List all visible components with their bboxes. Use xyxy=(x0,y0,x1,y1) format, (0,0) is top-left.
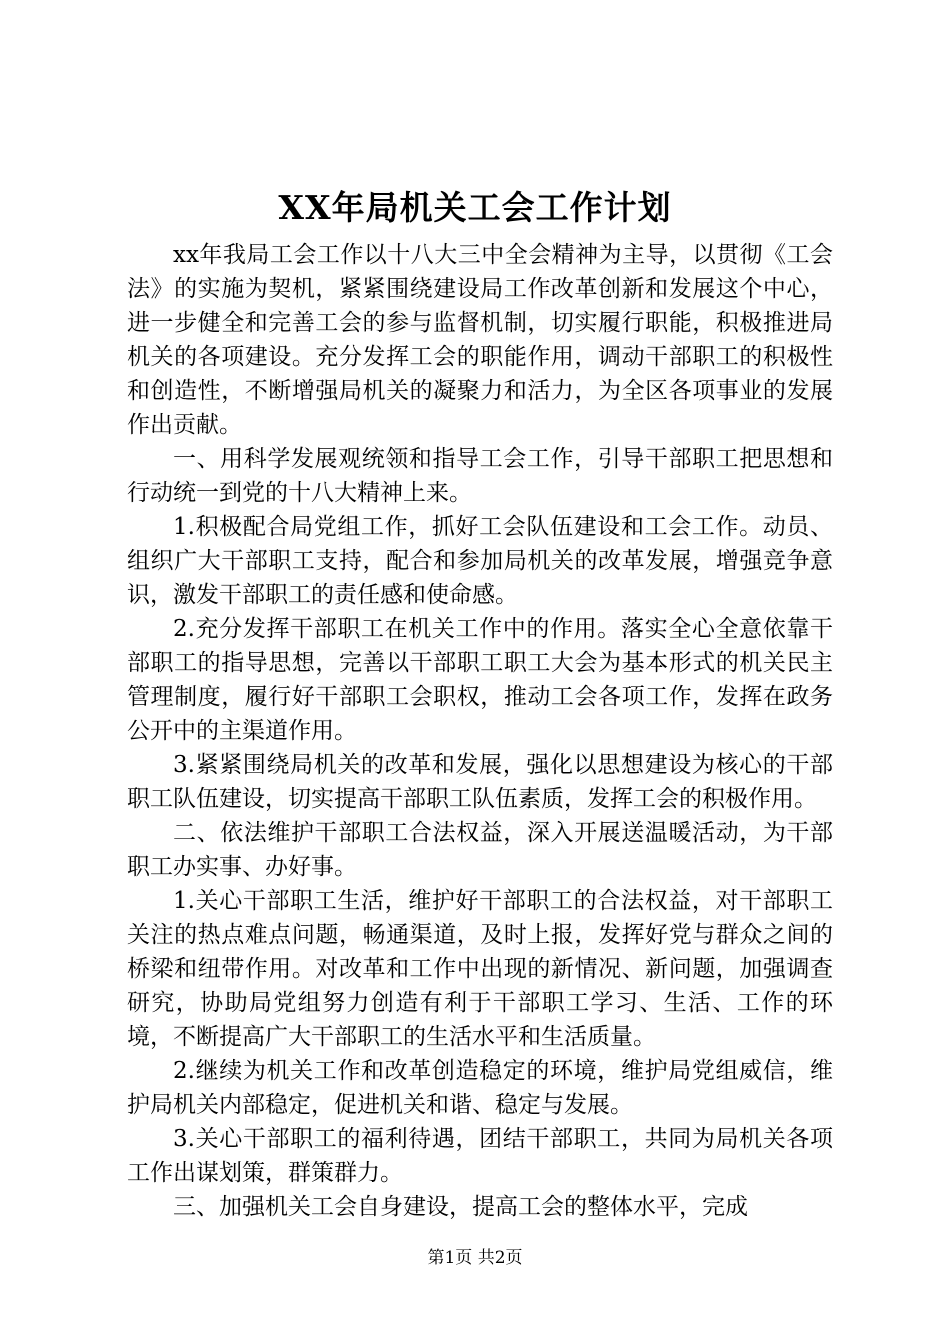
paragraph-section-1-heading: 一、用科学发展观统领和指导工会工作，引导干部职工把思想和行动统一到党的十八大精神上来。 xyxy=(127,446,833,506)
paragraph-section-1-item-3: 3.紧紧围绕局机关的改革和发展，强化以思想建设为核心的干部职工队伍建设，切实提高干部职工队伍素质，发挥工会的积极作用。 xyxy=(127,752,833,812)
paragraph-section-2-heading: 二、依法维护干部职工合法权益，深入开展送温暖活动，为干部职工办实事、办好事。 xyxy=(127,820,833,880)
paragraph-section-2-item-1: 1.关心干部职工生活，维护好干部职工的合法权益，对干部职工关注的热点难点问题，畅通渠道，及时上报，发挥好党与群众之间的桥梁和纽带作用。对改革和工作中出现的新情况、新问题，加强调查研究，协助局党组努力创造有利于干部职工学习、生活、工作的环境，不断提高广大干部职工的生活水平和生活质量。 xyxy=(127,888,833,1050)
paragraph-section-3-heading: 三、加强机关工会自身建设，提高工会的整体水平，完成 xyxy=(173,1194,748,1220)
document-body xyxy=(127,238,833,1224)
paragraph-section-1-item-1: 1.积极配合局党组工作，抓好工会队伍建设和工会工作。动员、组织广大干部职工支持，配合和参加局机关的改革发展，增强竞争意识，激发干部职工的责任感和使命感。 xyxy=(127,514,833,608)
paragraph-section-2-item-3: 3.关心干部职工的福利待遇，团结干部职工，共同为局机关各项工作出谋划策，群策群力。 xyxy=(127,1126,833,1186)
page-footer: 第1页 共2页 xyxy=(427,1248,523,1268)
document-title: XX年局机关工会工作计划 xyxy=(278,188,672,227)
paragraph-section-1-item-2: 2.充分发挥干部职工在机关工作中的作用。落实全心全意依靠干部职工的指导思想，完善以干部职工职工大会为基本形式的机关民主管理制度，履行好干部职工会职权，推动工会各项工作，发挥在政务公开中的主渠道作用。 xyxy=(127,616,833,744)
paragraph-section-2-item-2: 2.继续为机关工作和改革创造稳定的环境，维护局党组威信，维护局机关内部稳定，促进机关和谐、稳定与发展。 xyxy=(127,1058,833,1118)
paragraph-intro: xx年我局工会工作以十八大三中全会精神为主导，以贯彻《工会法》的实施为契机，紧紧围绕建设局工作改革创新和发展这个中心，进一步健全和完善工会的参与监督机制，切实履行职能，积极推进局机关的各项建设。充分发挥工会的职能作用，调动干部职工的积极性和创造性，不断增强局机关的凝聚力和活力，为全区各项事业的发展作出贡献。 xyxy=(127,242,833,438)
